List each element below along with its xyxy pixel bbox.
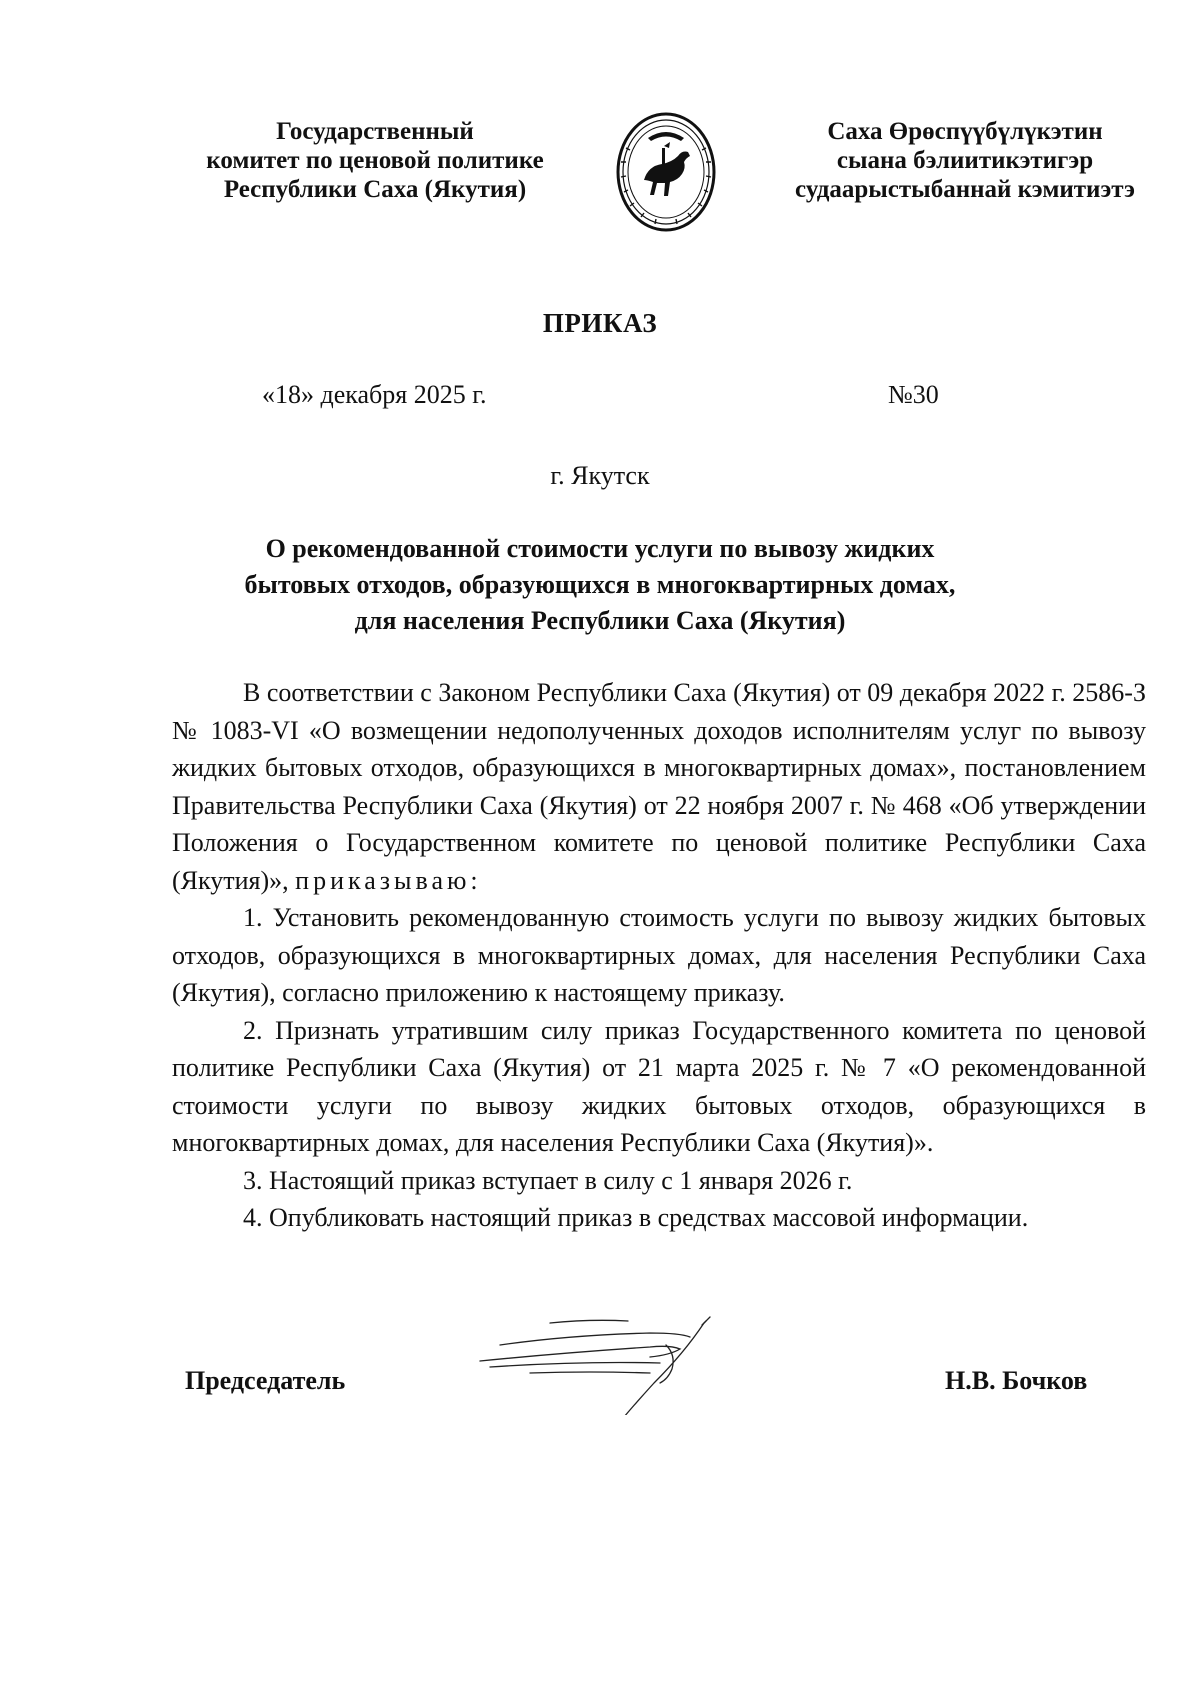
issuer-name-russian [170,117,580,204]
handwritten-signature-icon [470,1315,790,1415]
title-line: бытовых отходов, образующихся в многоквартирных домах, [244,570,956,599]
signatory-name: Н.В. Бочков [945,1366,1088,1395]
order-item: 1. Установить рекомендованную стоимость услуги по вывозу жидких бытовых отходов, образующихся в многоквартирных домах, для населения Республики Саха (Якутия), согласно приложению к настоящему приказу. [172,903,1146,1007]
document-type: ПРИКАЗ [542,308,658,338]
document-body [172,674,1146,1237]
title-line: для населения Республики Саха (Якутия) [354,606,846,635]
issuer-name-yakut [770,117,1160,204]
order-item: 2. Признать утратившим силу приказ Государственного комитета по ценовой политике Республики Саха (Якутия) от 21 марта 2025 г. № 7 «О рекомендованной стоимости услуги по вывозу жидких бытовых отходов, образующихся в многоквартирных домах, для населения Республики Саха (Якутия)». [172,1015,1146,1157]
issuer-line: комитет по ценовой политике [206,147,544,174]
document-number: №30 [888,380,939,409]
order-item: 4. Опубликовать настоящий приказ в средствах массовой информации. [243,1203,1029,1232]
document-title [150,531,1050,639]
issuer-line: Республики Саха (Якутия) [223,176,527,203]
issuer-line: сыана бэлиитикэтигэр [836,147,1094,174]
document-date: «18» декабря 2025 г. [262,380,487,409]
preamble-paragraph [172,674,1146,899]
title-line: О рекомендованной стоимости услуги по вывозу жидких [265,534,935,563]
issuer-line: Саха Өрөспүүбүлүкэтин [827,118,1103,145]
order-item: 3. Настоящий приказ вступает в силу с 1 января 2026 г. [243,1165,853,1195]
signatory-role: Председатель [185,1366,346,1395]
issuer-line: Государственный [276,118,474,145]
document-city: г. Якутск [550,461,650,490]
preamble-text: В соответствии с Законом Республики Саха (Якутия) от 09 декабря 2022 г. 2586-З № 1083-VI «О возмещении недополученных доходов исполнителям услуг по вывозу жидких бытовых отходов, образующихся в многоквартирных домах», постановлением Правительства Республики Саха (Якутия) от 22 ноября 2007 г. № 468 «Об утверждении Положения о Государственном комитете по ценовой политике Республики Саха (Якутия)», [172,678,1146,895]
order-word: приказываю: [295,865,482,895]
sakha-republic-emblem-icon [614,110,718,234]
issuer-line: судаарыстыбаннай кэмитиэтэ [795,176,1135,203]
